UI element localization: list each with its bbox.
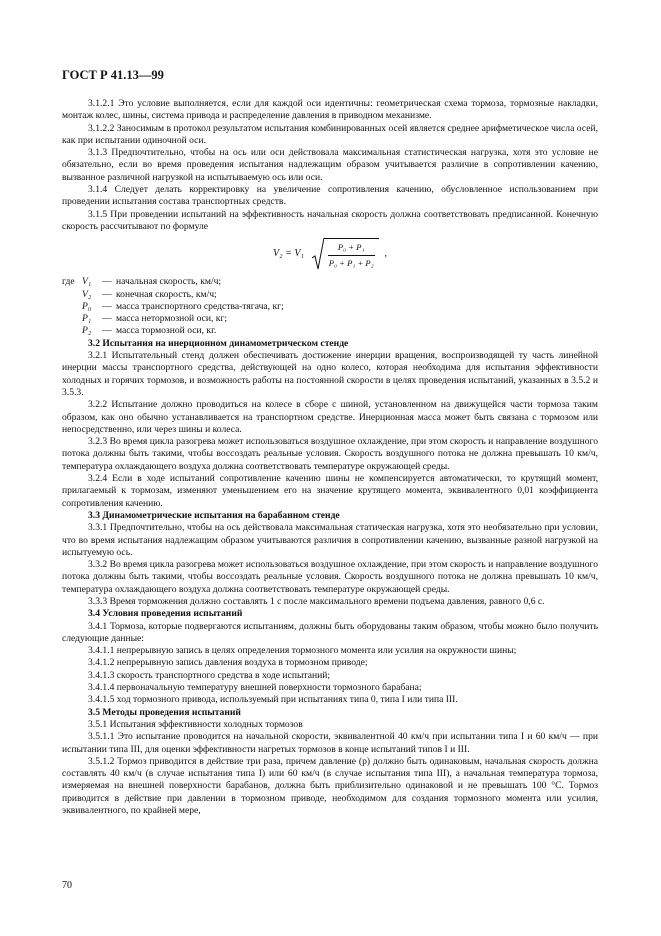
definition-prefix	[62, 313, 82, 325]
paragraph: 3.4.1.2 непрерывную запись давления воздуха в тормозном приводе;	[88, 657, 368, 669]
paragraph: 3.5.1 Испытания эффективности холодных тормозов	[88, 718, 303, 730]
paragraph: 3.2.4 Если в ходе испытаний сопротивление качению шины не компенсируется автоматически, то крутящий момент, прилагаемый к тормозам, изменяют уменьшением его на значение крутящего момента, эквивалентного 0,01 коэффициента сопротивления качению.	[62, 473, 598, 509]
section-heading: 3.5 Методы проведения испытаний	[88, 706, 241, 718]
paragraph: 3.3.1 Предпочтительно, чтобы на ось действовала максимальная статическая нагрузка, хотя это необязательно при условии, что во время испытания надлежащим образом учитываются различия в сопротивлении качению, вызванные разной нагрузкой на испытуемую ось.	[62, 522, 598, 558]
definition-symbol: V₁	[82, 276, 92, 288]
paragraph: 3.1.2.2 Заносимым в протокол результатом испытания комбинированных осей является среднее арифметическое числа осей, как при испытании одиночной оси.	[62, 122, 598, 146]
paragraph: 3.3.3 Время торможения должно составлять 1 с после максимального времени подъема давления, равного 0,6 с.	[88, 595, 545, 607]
radical-sign-icon	[312, 238, 324, 270]
paragraph: 3.2.3 Во время цикла разогрева может использоваться воздушное охлаждение, при этом скорость и направление воздушного потока должны быть такими, чтобы воссоздать реальные условия. Скорость воздушного потока не должна превышать 10 км/ч, температура охлаждающего воздуха должна соответствовать температуре окружающей среды.	[62, 436, 598, 472]
formula-fraction	[324, 238, 379, 270]
definition-row	[62, 276, 598, 288]
formula-numerator: P₀ + P₁	[328, 241, 375, 255]
paragraph: 3.4.1.1 непрерывную запись в целях определения тормозного момента или усилия на окружности шины;	[88, 645, 517, 657]
definition-dash: —	[102, 325, 112, 337]
definition-prefix: где	[62, 276, 75, 288]
definition-dash: —	[102, 276, 112, 288]
definition-prefix	[62, 301, 82, 313]
definition-text: масса нетормозной оси, кг;	[116, 313, 228, 325]
definition-text: конечная скорость, км/ч;	[116, 288, 217, 300]
formula-lhs: V₂ = V₁	[273, 248, 304, 260]
definition-text: масса транспортного средства-тягача, кг;	[116, 300, 284, 312]
formula-tail: ,	[384, 248, 387, 260]
definition-row	[62, 313, 598, 325]
document-body	[62, 98, 598, 817]
paragraph: 3.5.1.1 Это испытание проводится на начальной скорости, эквивалентной 40 км/ч при испытании типа I и 60 км/ч — при испытании типа III, для оценки эффективности нагретых тормозов в конце испытаний типов I и III.	[62, 731, 598, 755]
definition-dash: —	[102, 300, 112, 312]
definition-symbol: P₀	[82, 300, 92, 312]
definition-row	[62, 289, 598, 301]
paragraph: 3.5.1.2 Тормоз приводится в действие три раза, причем давление (p) должно быть одинаковым, начальная скорость должна составлять 40 км/ч (в случае испытания типа I) или 60 км/ч (в случае испытания типа III), а начальная температура тормоза, измеряемая на внешней поверхности барабанов, должна быть приблизительно одинаковой и не превышать 100 °С. Тормоз приводится в действие при давлении в тормозном приводе, необходимом для создания тормозного момента или усилия, эквивалентного, по крайней мере,	[62, 755, 598, 817]
definition-symbol: P₁	[82, 313, 92, 325]
paragraph: 3.4.1 Тормоза, которые подвергаются испытаниям, должны быть оборудованы таким образом, чтобы можно было получить следующие данные:	[62, 620, 598, 644]
definition-dash: —	[102, 288, 112, 300]
definition-symbol: P₂	[82, 325, 92, 337]
definition-prefix	[62, 325, 82, 337]
definition-row	[62, 325, 598, 337]
definition-text: начальная скорость, км/ч;	[116, 276, 222, 288]
page-number: 70	[62, 880, 72, 891]
square-root	[312, 238, 379, 270]
section-heading: 3.4 Условия проведения испытаний	[88, 608, 243, 620]
final-speed-formula	[62, 236, 598, 272]
paragraph: 3.1.2.1 Это условие выполняется, если для каждой оси идентичны: геометрическая схема тормоза, тормозные накладки, монтаж колес, шины, система привода и распределение давления в приводном механизме.	[62, 98, 598, 122]
paragraph: 3.1.4 Следует делать корректировку на увеличение сопротивления качению, обусловленное использованием при проведении испытания состава транспортных средств.	[62, 184, 598, 208]
symbol-definitions	[62, 276, 598, 337]
paragraph: 3.1.3 Предпочтительно, чтобы на ось или оси действовала максимальная статистическая нагрузка, хотя это условие не обязательно, если во время проведения испытания надлежащим образом учитывается различие в сопротивлении качению, вызванное различной нагрузкой на испытываемую ось или оси.	[62, 147, 598, 183]
paragraph: 3.2.2 Испытание должно проводиться на колесе в сборе с шиной, установленном на движущейся части тормоза таким образом, как оно обычно устанавливается на транспортном средстве. Инерционная масса может быть связана с тормозом или непосредственно, или через шины и колеса.	[62, 399, 598, 435]
section-heading: 3.3 Динамометрические испытания на барабанном стенде	[88, 509, 340, 521]
definition-symbol: V₂	[82, 288, 92, 300]
paragraph: 3.1.5 При проведении испытаний на эффективность начальная скорость должна соответствовать предписанной. Конечную скорость рассчитывают по формуле	[62, 208, 598, 232]
definition-text: масса тормозной оси, кг.	[116, 325, 217, 337]
section-heading: 3.2 Испытания на инерционном динамометрическом стенде	[88, 337, 349, 349]
definition-row	[62, 301, 598, 313]
paragraph: 3.2.1 Испытательный стенд должен обеспечивать достижение инерции вращения, воспроизводящей ту часть линейной инерции массы транспортного средства, действующей на одно колесо, которая необходима для испытания эффективности холодных и горячих тормозов, и возможность работы на постоянной скорости в целях проведения испытаний, указанных в 3.5.2 и 3.5.3.	[62, 350, 598, 398]
paragraph: 3.4.1.5 ход тормозного привода, используемый при испытаниях типа 0, типа I или типа III.	[88, 694, 458, 706]
definition-dash: —	[102, 313, 112, 325]
paragraph: 3.4.1.4 первоначальную температуру внешней поверхности тормозного барабана;	[88, 682, 422, 694]
paragraph: 3.3.2 Во время цикла разогрева может использоваться воздушное охлаждение, при этом скорость и направление воздушного потока должны быть такими, чтобы воссоздать реальные условия. Скорость воздушного потока не должна превышать 10 км/ч, температура охлаждающего воздуха должна соответствовать температуре окружающей среды.	[62, 559, 598, 595]
definition-prefix	[62, 289, 82, 301]
document-header: ГОСТ Р 41.13—99	[62, 68, 164, 82]
formula-denominator: P₀ + P₁ + P₂	[328, 257, 374, 268]
paragraph: 3.4.1.3 скорость транспортного средства в ходе испытаний;	[88, 669, 331, 681]
